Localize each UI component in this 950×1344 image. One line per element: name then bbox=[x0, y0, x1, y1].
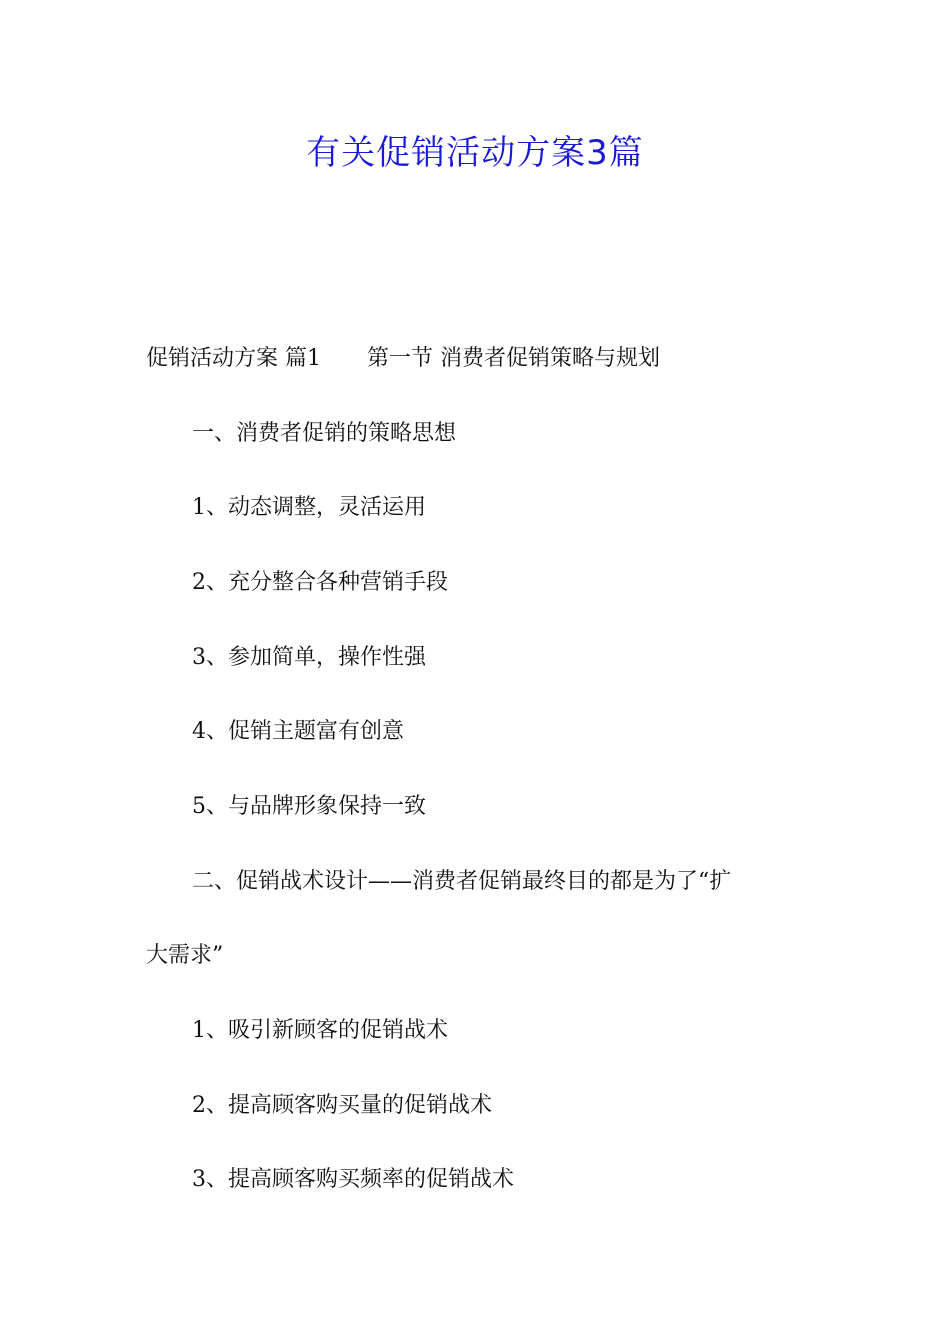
list-item: 3、参加简单，操作性强 bbox=[192, 645, 426, 670]
strategy-heading: 一、消费者促销的策略思想 bbox=[192, 421, 457, 446]
list-item: 2、充分整合各种营销手段 bbox=[192, 570, 448, 595]
section-heading: 第一节 消费者促销策略与规划 bbox=[367, 346, 660, 371]
first-line bbox=[146, 344, 660, 374]
plan-heading: 促销活动方案 篇1 bbox=[146, 346, 321, 371]
list-item: 3、提高顾客购买频率的促销战术 bbox=[192, 1167, 514, 1192]
list-item: 5、与品牌形象保持一致 bbox=[192, 794, 426, 819]
list-item: 1、吸引新顾客的促销战术 bbox=[192, 1018, 448, 1043]
tactics-heading: 二、促销战术设计——消费者促销最终目的都是为了“扩 bbox=[192, 869, 732, 894]
tactics-heading-continued: 大需求” bbox=[146, 943, 224, 968]
list-item: 2、提高顾客购买量的促销战术 bbox=[192, 1093, 492, 1118]
list-item: 1、动态调整，灵活运用 bbox=[192, 495, 426, 520]
document-title: 有关促销活动方案3篇 bbox=[306, 133, 644, 173]
list-item: 4、促销主题富有创意 bbox=[192, 719, 404, 744]
